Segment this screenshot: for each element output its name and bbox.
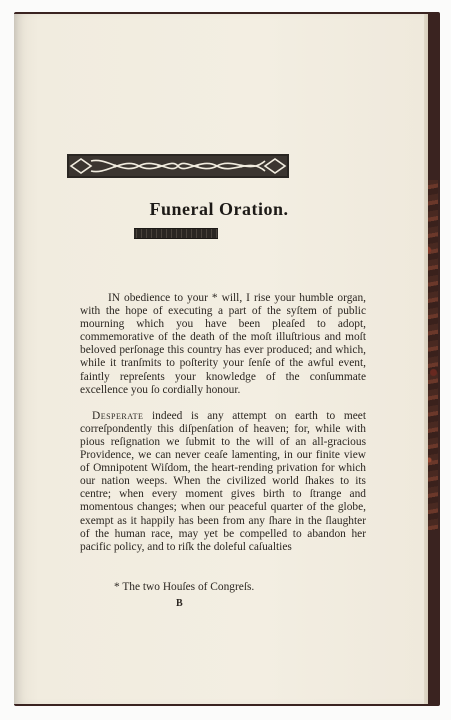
paragraph-1 [80,292,366,397]
page-title: Funeral Oration. [149,199,289,219]
paragraph-2 [80,410,366,554]
paragraph-1-text: IN obedience to your * will, I rise your humble organ, with the hope of executing a part of the syſtem of public mourning which you have been pleaſed to adopt, commemorative of the death of the moſt illuſtrious and moſt beloved perſonage this country has ever produced; and which, while it tranſmits to poſterity your ſenſe of the awful event, faintly repreſents your knowledge of the conſummate excellence you ſo cordially honour. [80,292,366,396]
book-page [14,14,424,704]
signature-mark: B [176,598,183,609]
decorative-rule-bar [134,228,218,239]
decorative-headpiece-ornament [67,154,289,178]
paragraph-2-lead-word: Desperate [92,409,144,422]
body-text [80,292,366,554]
paragraph-2-text: indeed is any attempt on earth to meet correſpondently this diſpenſation of heaven; for, while with pious reſignation we ſubmit to the will of an all-gracious Providence, we can never ceaſe lamenting, in our finite view of Omnipotent Wiſdom, the heart-rending privation for which our nation weeps. When the civilized world ſhakes to its centre; when every moment gives birth to ſtrange and momentous changes; when our peaceful quarter of the globe, exempt as it happily has been from any ſhare in the ſlaughter of the human race, may yet be compelled to abandon her pacific policy, and to riſk the doleful caſualties [80,409,366,553]
footnote: * The two Houſes of Congreſs. [114,581,255,593]
